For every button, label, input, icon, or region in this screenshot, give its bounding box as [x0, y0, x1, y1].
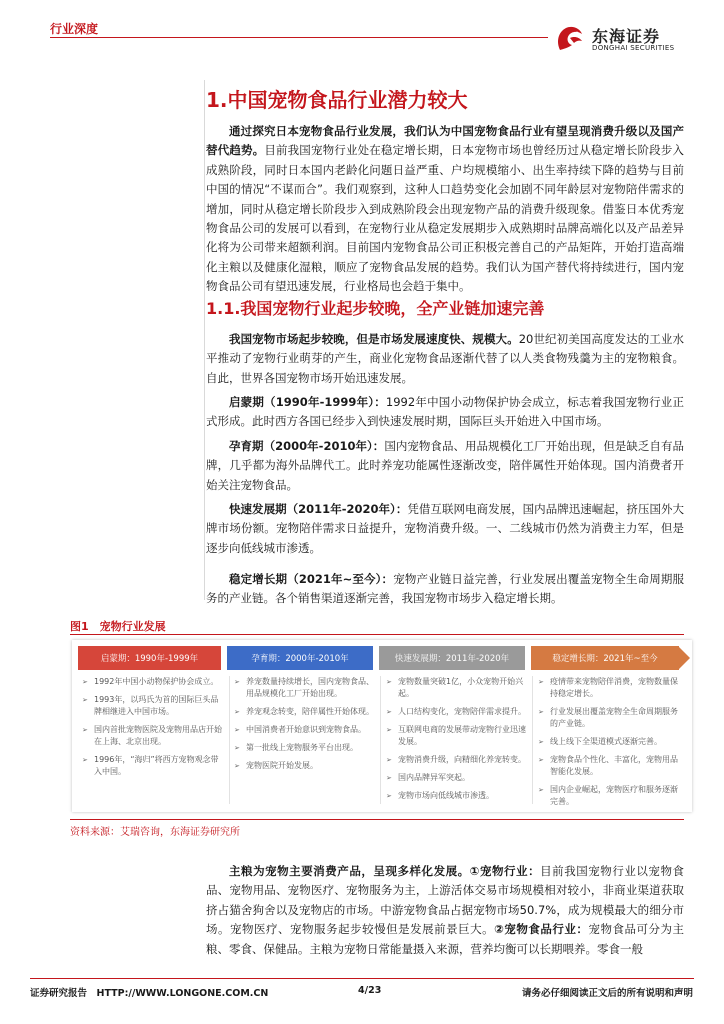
timeline-header-rapid-growth [379, 646, 525, 670]
header-divider [50, 37, 548, 38]
header-text: 稳定增长期：2021年~至今 [552, 654, 658, 664]
paragraph-body: 20世纪初美国高度发达的工业水平推动了宠物行业萌芽的产生，商业化宠物食品逐渐代替了以人类食物残羹为主的宠物粮食。自此，世界各国宠物市场开始迅速发展。 [206, 332, 684, 385]
column-rule [204, 80, 205, 600]
paragraph-body: 目前我国宠物行业以宠物食品、宠物用品、宠物医疗、宠物服务为主，上游活体交易市场规模相对较小，非商业渠道获取挤占猫舍狗舍以及宠物店的市场。中游宠物食品占据宠物市场50.7%，成为规模最大的细分市场。宠物医疗、宠物服务起步较慢但是发展前景巨大。 [206, 864, 685, 937]
figure-bottom-rule [70, 819, 684, 820]
list-item: ➢ 宠物数量突破1亿，小众宠物开始兴起。 [386, 676, 526, 700]
figure-title: 图1 宠物行业发展 [70, 620, 166, 633]
page-number: 4/23 [358, 985, 382, 996]
timeline-list-incubation [234, 676, 374, 778]
list-item: ➢ 互联网电商的发展带动宠物行业迅速发展。 [386, 724, 526, 748]
list-item: ➢ 养宠观念转变，陪伴属性开始体现。 [234, 706, 374, 718]
logo-english-name: DONGHAI SECURITIES [592, 44, 675, 52]
timeline-header-enlightenment [78, 646, 221, 670]
stage-rapid-growth-paragraph [206, 500, 684, 558]
dragon-emblem-icon [552, 22, 588, 58]
figure-top-rule [70, 634, 684, 635]
list-item: ➢ 宠物消费升级，向精细化养宠转变。 [386, 754, 526, 766]
footer-disclaimer: 请务必仔细阅读正文后的所有说明和声明 [522, 988, 694, 999]
header-text: 孕育期：2000年-2010年 [251, 654, 349, 664]
footer-divider [30, 978, 694, 979]
intro-body: 目前我国宠物行业处在稳定增长期，日本宠物市场也曾经历过从稳定增长阶段步入成熟阶段，同时日本国内老龄化问题日益严重、户均规模缩小、出生率持续下降的趋势与目前中国的情况“不谋而合”。我们观察到，这种人口趋势变化会加剧不同年龄层对宠物陪伴需求的增加，同时从稳定增长阶段步入到成熟阶段会出现宠物产品的消费升级现象。借鉴日本优秀宠物食品公司的发展可以看到，在宠物行业从稳定发展期步入成熟期时品牌高端化以及产品差异化将为公司带来超额利润。目前国内宠物食品公司正积极完善自己的产品矩阵，开始打造高端化主粮以及健康化湿粮，顺应了宠物食品发展的趋势。我们认为国产替代将持续进行，国内宠物食品公司有望迅速发展，行业格局也会趋于集中。 [206, 143, 684, 294]
stage-enlightenment-paragraph [206, 393, 684, 432]
stage-stable-growth-paragraph [206, 570, 684, 609]
paragraph-lead: 我国宠物市场起步较晚，但是市场发展速度快、规模大。 [229, 332, 519, 346]
intro-lead: 通过探究日本宠物食品行业发展，我们认为中国宠物食品行业有望呈现消费升级以及国产替代趋势。 [206, 124, 684, 158]
list-item: ➢ 中国消费者开始意识到宠物食品。 [234, 724, 374, 736]
column-divider [380, 676, 381, 804]
company-logo [552, 22, 682, 58]
list-item: ➢ 国内企业崛起，宠物医疗和服务逐渐完善。 [538, 784, 678, 808]
paragraph-body: 宠物食品可分为主粮、零食、保健品。主粮为宠物日常能量摄入来源，营养均衡可以长期喂养。零食一般 [206, 922, 684, 956]
paragraph-lead: 启蒙期（1990年-1999年）： [229, 395, 386, 409]
subsection-heading: 1.1.我国宠物行业起步较晚，全产业链加速完善 [206, 299, 545, 318]
industry-timeline-figure [72, 640, 692, 812]
list-item: ➢ 国内品牌异军突起。 [386, 772, 526, 784]
paragraph-body: 国内宠物食品、用品规模化工厂开始出现，但是缺乏自有品牌，几乎都为海外品牌代工。此时养宠功能属性逐渐改变，陪伴属性开始体现。国内消费者开始关注宠物食品。 [206, 439, 684, 492]
stage-incubation-paragraph [206, 437, 684, 495]
timeline-header-stable-growth [531, 646, 679, 670]
intro-paragraph [206, 122, 684, 297]
timeline-header-incubation [227, 646, 373, 670]
logo-chinese-name: 东海证券 [592, 27, 661, 46]
list-item: ➢ 1993年，以玛氏为首的国际巨头品牌相继进入中国市场。 [82, 694, 222, 718]
timeline-list-enlightenment [82, 676, 222, 784]
footer-website: 证券研究报告 HTTP://WWW.LONGONE.COM.CN [30, 988, 269, 999]
column-divider [532, 676, 533, 804]
paragraph-lead: 主粮为宠物主要消费产品，呈现多样化发展。①宠物行业： [229, 864, 541, 878]
header-text: 快速发展期：2011年-2020年 [394, 654, 510, 664]
arrow-right-icon [678, 646, 690, 670]
market-overview-paragraph [206, 330, 684, 388]
paragraph-lead: 快速发展期（2011年-2020年）： [229, 502, 408, 516]
section-label: 行业深度 [50, 22, 99, 36]
header-text: 启蒙期：1990年-1999年 [100, 654, 199, 664]
paragraph-body: 凭借互联网电商发展，国内品牌迅速崛起，挤压国外大牌市场份额。宠物陪伴需求日益提升，宠物消费升级。一、二线城市仍然为消费主力军，但是逐步向低线城市渗透。 [206, 502, 684, 555]
paragraph-lead: 稳定增长期（2021年~至今）： [229, 572, 394, 586]
list-item: ➢ 国内首批宠物医院及宠物用品店开始在上海、北京出现。 [82, 724, 222, 748]
timeline-list-stable-growth [538, 676, 678, 814]
list-item: ➢ 人口结构变化，宠物陪伴需求提升。 [386, 706, 526, 718]
timeline-list-rapid-growth [386, 676, 526, 808]
paragraph-body: 宠物产业链日益完善，行业发展出覆盖宠物全生命周期服务的产业链。各个销售渠道逐渐完善，我国宠物市场步入稳定增长期。 [206, 572, 684, 606]
list-item: ➢ 1992年中国小动物保护协会成立。 [82, 676, 222, 688]
list-item: ➢ 第一批线上宠物服务平台出现。 [234, 742, 374, 754]
figure-source: 资料来源：艾瑞咨询，东海证券研究所 [70, 827, 240, 838]
list-item: ➢ 疫情带来宠物陪伴消费，宠物数量保持稳定增长。 [538, 676, 678, 700]
list-item: ➢ 1996年，“海归”将西方宠物观念带入中国。 [82, 754, 222, 778]
paragraph-lead: ②宠物食品行业： [494, 922, 589, 937]
list-item: ➢ 宠物食品个性化、丰富化，宠物用品智能化发展。 [538, 754, 678, 778]
list-item: ➢ 线上线下全渠道模式逐渐完善。 [538, 736, 678, 748]
section-heading: 1.中国宠物食品行业潜力较大 [206, 88, 468, 112]
list-item: ➢ 宠物医院开始发展。 [234, 760, 374, 772]
list-item: ➢ 行业发展出覆盖宠物全生命周期服务的产业链。 [538, 706, 678, 730]
product-structure-paragraph [206, 862, 684, 959]
paragraph-lead: 孕育期（2000年-2010年）： [229, 439, 385, 453]
list-item: ➢ 宠物市场向低线城市渗透。 [386, 790, 526, 802]
list-item: ➢ 养宠数量持续增长，国内宠物食品、用品规模化工厂开始出现。 [234, 676, 374, 700]
column-divider [229, 676, 230, 804]
paragraph-body: 1992年中国小动物保护协会成立，标志着我国宠物行业正式形成。此时西方各国已经步入到快速发展时期，国际巨头开始进入中国市场。 [206, 395, 684, 429]
